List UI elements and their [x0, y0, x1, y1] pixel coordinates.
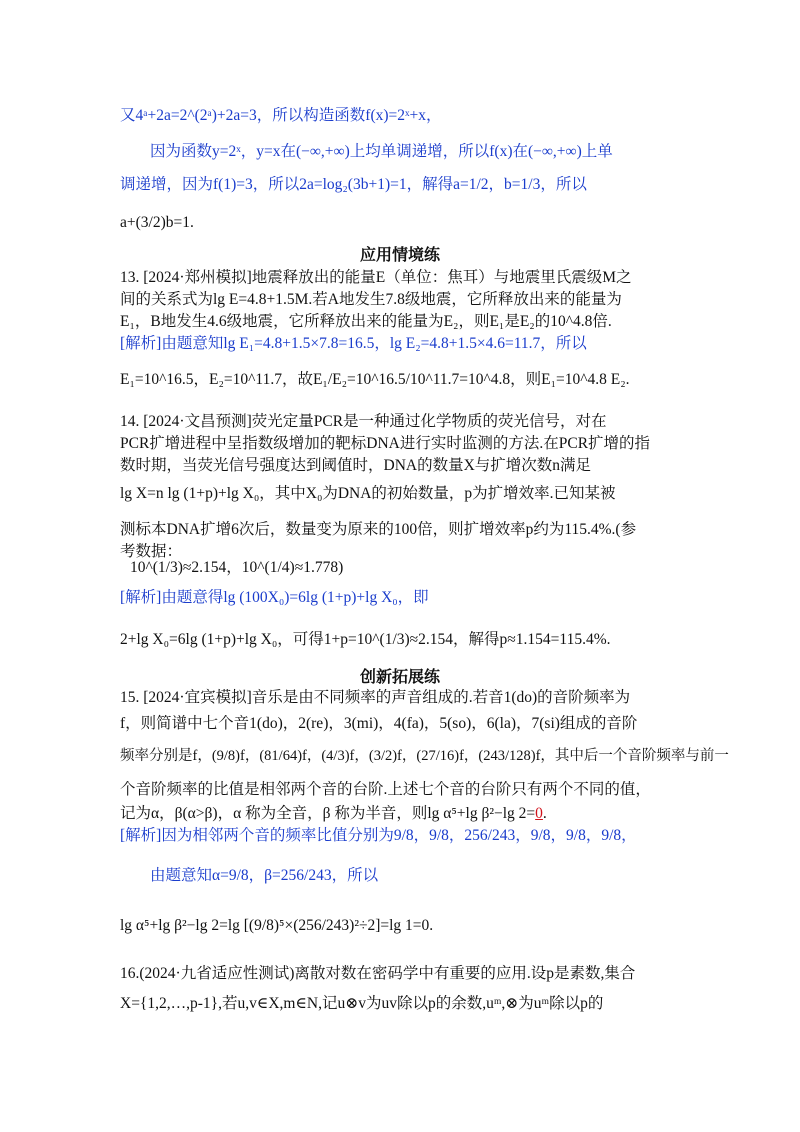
q14-line-5: 测标本DNA扩增6次后，数量变为原来的100倍，则扩增效率p约为115.4%.(参	[120, 521, 637, 538]
q14-line-7: 10^(1/3)≈2.154，10^(1/4)≈1.778)	[130, 559, 344, 576]
solution-top-line-2: 因为函数y=2ˣ，y=x在(−∞,+∞)上均单调递增，所以f(x)在(−∞,+∞)上单	[150, 143, 613, 160]
q14-line-4: lg X=n lg (1+p)+lg X₀，其中X₀为DNA的初始数量，p为扩增效率.已知某被	[120, 485, 616, 502]
q15-line-5	[120, 804, 547, 824]
q14-line-1: 14. [2024·文昌预测]荧光定量PCR是一种通过化学物质的荧光信号，对在	[120, 413, 607, 430]
q15-line-2: f，则简谱中七个音1(do)，2(re)，3(mi)，4(fa)，5(so)，6(la)，7(si)组成的音阶	[120, 715, 638, 732]
q14-line-2: PCR扩增进程中呈指数级增加的靶标DNA进行实时监测的方法.在PCR扩增的指	[120, 435, 651, 452]
q16-line-1: 16.(2024·九省适应性测试)离散对数在密码学中有重要的应用.设p是素数,集合	[120, 965, 636, 982]
q15-line-4: 个音阶频率的比值是相邻两个音的台阶.上述七个音的台阶只有两个不同的值，	[120, 781, 651, 798]
solution-top-line-3: 调递增，因为f(1)=3，所以2a=log₂(3b+1)=1，解得a=1/2，b=1/3，所以	[120, 176, 587, 193]
q15-line-3: 频率分别是f，(9/8)f，(81/64)f，(4/3)f，(3/2)f，(27/16)f，(243/128)f，其中后一个音阶频率与前一	[120, 748, 729, 764]
q14-solution-line-1: [解析]由题意得lg (100X₀)=6lg (1+p)+lg X₀，即	[120, 589, 429, 606]
solution-top-line-4: a+(3/2)b=1.	[120, 214, 194, 231]
q15-solution-line-3: lg α⁵+lg β²−lg 2=lg [(9/8)⁵×(256/243)²÷2]=lg 1=0.	[120, 917, 434, 934]
q14-line-3: 数时期，当荧光信号强度达到阈值时，DNA的数量X与扩增次数n满足	[120, 457, 592, 474]
section-title-innovation: 创新拓展练	[359, 667, 440, 686]
q13-line-1: 13. [2024·郑州模拟]地震释放出的能量E（单位：焦耳）与地震里氏震级M之	[120, 269, 632, 286]
q13-line-2: 间的关系式为lg E=4.8+1.5M.若A地发生7.8级地震，它所释放出来的能量为	[120, 291, 622, 308]
q15-answer: 0	[535, 805, 543, 822]
q14-line-6: 考数据：	[120, 543, 183, 560]
section-title-application: 应用情境练	[359, 245, 440, 264]
q14-solution-line-2: 2+lg X₀=6lg (1+p)+lg X₀，可得1+p=10^(1/3)≈2.154，解得p≈1.154=115.4%.	[120, 631, 611, 648]
q15-solution-line-2: 由题意知α=9/8，β=256/243，所以	[150, 867, 379, 884]
q15-line-1: 15. [2024·宜宾模拟]音乐是由不同频率的声音组成的.若音1(do)的音阶频率为	[120, 689, 631, 706]
q13-line-3: E₁，B地发生4.6级地震，它所释放出来的能量为E₂，则E₁是E₂的10^4.8倍.	[120, 313, 612, 330]
q13-solution-line-2: E₁=10^16.5，E₂=10^11.7，故E₁/E₂=10^16.5/10^11.7=10^4.8，则E₁=10^4.8 E₂.	[120, 371, 630, 388]
q15-solution-line-1: [解析]因为相邻两个音的频率比值分别为9/8，9/8，256/243，9/8，9/8，9/8，	[120, 827, 637, 844]
q13-solution-line-1: [解析]由题意知lg E₁=4.8+1.5×7.8=16.5，lg E₂=4.8+1.5×4.6=11.7，所以	[120, 335, 587, 352]
q16-line-2: X={1,2,…,p-1},若u,v∈X,m∈N,记u⊗v为uv除以p的余数,uᵐ,⊗为uᵐ除以p的	[120, 995, 604, 1012]
q15-line-5-end: .	[542, 805, 547, 822]
solution-top-line-1: 又4ᵃ+2a=2^(2ᵃ)+2a=3，所以构造函数f(x)=2ˣ+x，	[120, 107, 442, 124]
q15-line-5-text: 记为α，β(α>β)，α 称为全音，β 称为半音，则lg α⁵+lg β²−lg 2=	[120, 805, 536, 822]
